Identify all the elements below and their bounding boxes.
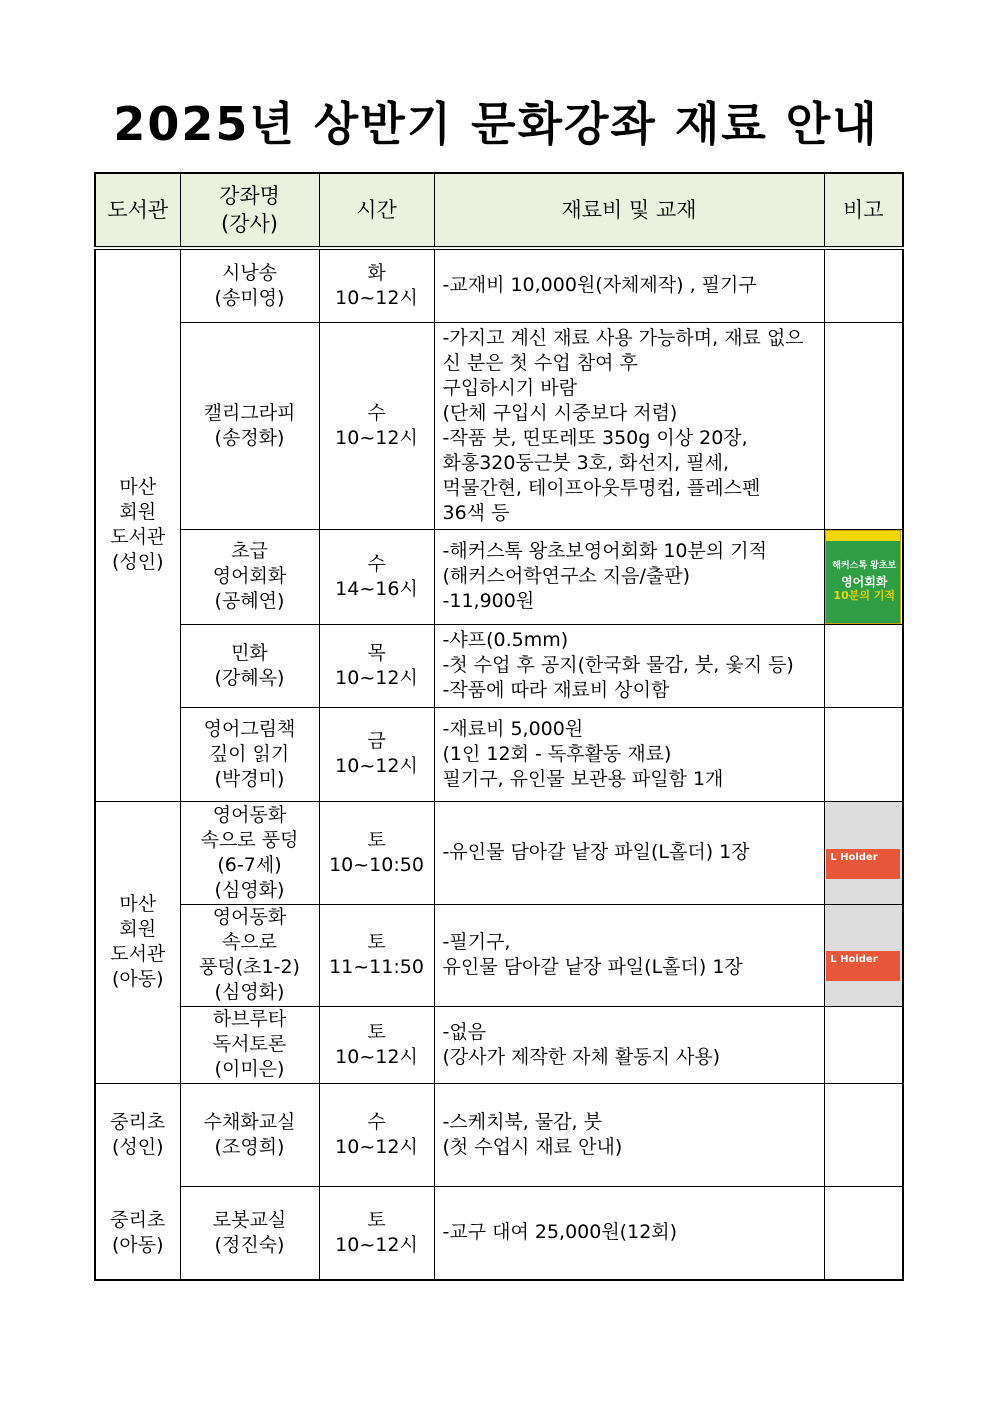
materials-cell: -해커스톡 왕초보영어회화 10분의 기적 (해커스어학연구소 지음/출판) -11,900원 [434,529,824,624]
course-cell: 로봇교실 (정진숙) [180,1186,319,1280]
header-time: 시간 [319,173,434,248]
course-cell: 캘리그라피 (송정화) [180,322,319,529]
table-row [95,1006,903,1083]
note-cell [824,248,903,322]
table-header-row [95,173,903,248]
course-cell: 시낭송 (송미영) [180,248,319,322]
time-cell: 수 14~16시 [319,529,434,624]
materials-cell: -가지고 계신 재료 사용 가능하며, 재료 없으신 분은 첫 수업 참여 후 구입하시기 바람 (단체 구입시 시중보다 저렴) -작품 붓, 띤또레또 350g 이상 20장, 화홍320둥근붓 3호, 화선지, 필세, 먹물간현, 테이프아웃투명컵, 플레스펜 36색 등 [434,322,824,529]
table-row [95,322,903,529]
course-cell: 민화 (강혜옥) [180,624,319,707]
materials-cell: -샤프(0.5mm) -첫 수업 후 공지(한국화 물감, 붓, 옻지 등) -작품에 따라 재료비 상이함 [434,624,824,707]
time-cell: 토 11~11:50 [319,904,434,1006]
course-cell: 하브루타 독서토론 (이미은) [180,1006,319,1083]
book-cover-image: 해커스톡 왕초보 영어회화 10분의 기적 [825,530,901,624]
materials-cell: -스케치북, 물감, 붓 (첫 수업시 재료 안내) [434,1083,824,1186]
table-row [95,1083,903,1186]
header-course: 강좌명 (강사) [180,173,319,248]
table-row [95,801,903,904]
note-cell [824,322,903,529]
materials-cell: -재료비 5,000원 (1인 12회 - 독후활동 재료) 필기구, 유인물 보관용 파일함 1개 [434,707,824,801]
time-cell: 토 10~12시 [319,1186,434,1280]
note-cell [824,904,903,1006]
table-row [95,1186,903,1280]
library-cell: 마산 회원 도서관 (성인) [95,248,180,801]
note-cell [824,707,903,801]
note-cell [824,1083,903,1186]
time-cell: 수 10~12시 [319,322,434,529]
lholder-image: L Holder [826,849,900,879]
lholder-image: L Holder [826,951,900,981]
library-cell: 마산 회원 도서관 (아동) [95,801,180,1083]
course-cell: 영어동화 속으로 풍덩(초1-2) (심영화) [180,904,319,1006]
table-row [95,904,903,1006]
note-cell [824,529,903,624]
course-cell: 초급 영어회화 (공혜연) [180,529,319,624]
note-cell [824,1006,903,1083]
time-cell: 화 10~12시 [319,248,434,322]
header-library: 도서관 [95,173,180,248]
table-row [95,707,903,801]
library-cell: 중리초 (성인) [95,1083,180,1186]
time-cell: 토 10~10:50 [319,801,434,904]
table-row [95,529,903,624]
materials-cell: -유인물 담아갈 낱장 파일(L홀더) 1장 [434,801,824,904]
course-cell: 수채화교실 (조영희) [180,1083,319,1186]
course-cell: 영어그림책 깊이 읽기 (박경미) [180,707,319,801]
materials-cell: -교구 대여 25,000원(12회) [434,1186,824,1280]
time-cell: 금 10~12시 [319,707,434,801]
header-note: 비고 [824,173,903,248]
materials-cell: -필기구, 유인물 담아갈 낱장 파일(L홀더) 1장 [434,904,824,1006]
time-cell: 목 10~12시 [319,624,434,707]
time-cell: 토 10~12시 [319,1006,434,1083]
table-row [95,248,903,322]
note-cell [824,624,903,707]
time-cell: 수 10~12시 [319,1083,434,1186]
materials-cell: -교재비 10,000원(자체제작) , 필기구 [434,248,824,322]
page-title: 2025년 상반기 문화강좌 재료 안내 [113,97,879,151]
course-cell: 영어동화 속으로 풍덩 (6-7세) (심영화) [180,801,319,904]
material-table [94,172,904,1281]
note-cell [824,1186,903,1280]
header-materials: 재료비 및 교재 [434,173,824,248]
library-cell: 중리초 (아동) [95,1186,180,1280]
note-cell [824,801,903,904]
materials-cell: -없음 (강사가 제작한 자체 활동지 사용) [434,1006,824,1083]
table-row [95,624,903,707]
